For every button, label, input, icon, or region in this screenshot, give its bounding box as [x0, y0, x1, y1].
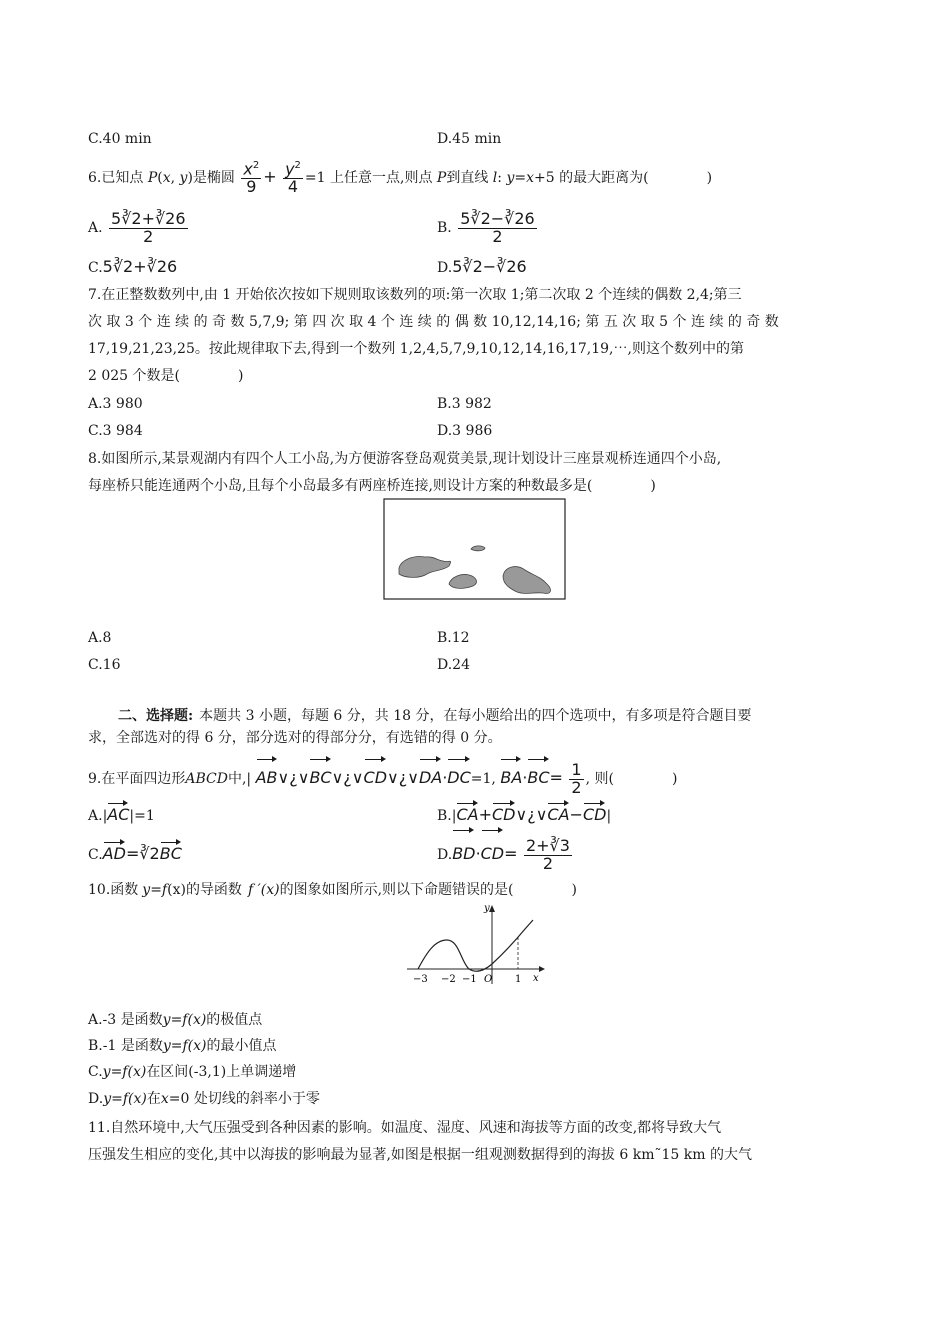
x-axis-label: x [533, 973, 539, 984]
q8-option-c: C.16 [88, 657, 121, 673]
derivative-curve [418, 920, 533, 971]
q6-stem: 6.已知点 P(x, y)是椭圆 $\frac{x^2}{9}$ + $\frac{y^2}{4}$ =1 上任意一点,则点 P到直线 l: y=x+5 的最大距离为( ) [88, 158, 713, 196]
q5-option-d: D.45 min [437, 131, 502, 147]
lake-islands-figure [383, 498, 567, 602]
q6-option-d: D.5∛2−∛26 [437, 257, 527, 276]
q11-line-2: 压强发生相应的变化,其中以海拔的影响最为显著,如图是根据一组观测数据得到的海拔 6 km˜15 km 的大气 [88, 1147, 752, 1163]
section2-line-1: 二、选择题: 本题共 3 小题，每题 6 分，共 18 分，在每小题给出的四个选项中，有多项是符合题目要 [118, 708, 752, 724]
q6-option-b: B. $\frac{5∛2-∛26}{2}$ [437, 208, 535, 246]
q9-stem: 9.在平面四边形ABCD中,| AB∨¿∨BC∨¿∨CD∨¿∨DA⋅DC=1, BA⋅BC= $\frac{1}{2}$ , 则( ) [88, 757, 677, 796]
q8-line-2: 每座桥只能连通两个小岛,且每个小岛最多有两座桥连接,则设计方案的种数最多是( ) [88, 478, 656, 494]
q7-line-3: 17,19,21,23,25。按此规律取下去,得到一个数列 1,2,4,5,7,9,10,12,14,16,17,19,⋯,则这个数列中的第 [88, 341, 744, 357]
q7-line-4: 2 025 个数是( ) [88, 368, 244, 384]
tick-label-1: 1 [515, 974, 522, 985]
q6-option-a: A. $\frac{5∛2+∛26}{2}$ [88, 208, 186, 246]
q9-option-c: C.AD=∛2BC [88, 840, 182, 865]
q7-option-a: A.3 980 [88, 396, 143, 412]
q8-line-1: 8.如图所示,某景观湖内有四个人工小岛,为方便游客登岛观赏美景,现计划设计三座景观桥连通四个小岛, [88, 451, 722, 467]
derivative-graph [405, 900, 547, 986]
q6-option-c: C.5∛2+∛26 [88, 257, 178, 276]
q7-line-1: 7.在正整数数列中,由 1 开始依次按如下规则取该数列的项:第一次取 1;第二次取 2 个连续的偶数 2,4;第三 [88, 287, 742, 303]
q8-option-b: B.12 [437, 630, 470, 646]
q10-stem: 10.函数 y=f(x)的导函数 f ′(x)的图象如图所示,则以下命题错误的是( ) [88, 882, 577, 898]
q10-option-b: B.-1 是函数y=f(x)的最小值点 [88, 1038, 277, 1054]
q8-option-d: D.24 [437, 657, 470, 673]
section2-line-2: 求，全部选对的得 6 分，部分选对的得部分分，有选错的得 0 分。 [88, 730, 502, 746]
q7-line-2: 次 取 3 个 连 续 的 奇 数 5,7,9; 第 四 次 取 4 个 连 续 的 偶 数 10,12,14,16; 第 五 次 取 5 个 连 续 的 奇 数 [88, 314, 779, 330]
y-axis-label: y [484, 903, 490, 914]
tick-label-neg3: −3 [413, 974, 428, 985]
q8-option-a: A.8 [88, 630, 112, 646]
q7-option-b: B.3 982 [437, 396, 492, 412]
q9-option-a: A.|AC|=1 [88, 801, 155, 826]
q7-option-c: C.3 984 [88, 423, 143, 439]
q10-option-a: A.-3 是函数y=f(x)的极值点 [88, 1012, 263, 1028]
tick-label-neg1: −1 [462, 974, 477, 985]
q10-option-d: D.y=f(x)在x=0 处切线的斜率小于零 [88, 1091, 320, 1107]
q5-option-c: C.40 min [88, 131, 152, 147]
q9-option-d: D.BD⋅CD= $\frac{2+∛3}{2}$ [437, 828, 574, 877]
q10-option-c: C.y=f(x)在区间(-3,1)上单调递增 [88, 1064, 297, 1080]
origin-label: O [484, 974, 493, 985]
q7-option-d: D.3 986 [437, 423, 493, 439]
q11-line-1: 11.自然环境中,大气压强受到各种因素的影响。如温度、湿度、风速和海拔等方面的改变,都将导致大气 [88, 1120, 722, 1136]
tick-label-neg2: −2 [441, 974, 456, 985]
q9-option-b: B.|CA+CD∨¿∨CA−CD| [437, 801, 611, 826]
ellipse-term-x: $\frac{x^2}{9}$ [243, 158, 260, 196]
ellipse-term-y: $\frac{y^2}{4}$ [285, 158, 301, 196]
